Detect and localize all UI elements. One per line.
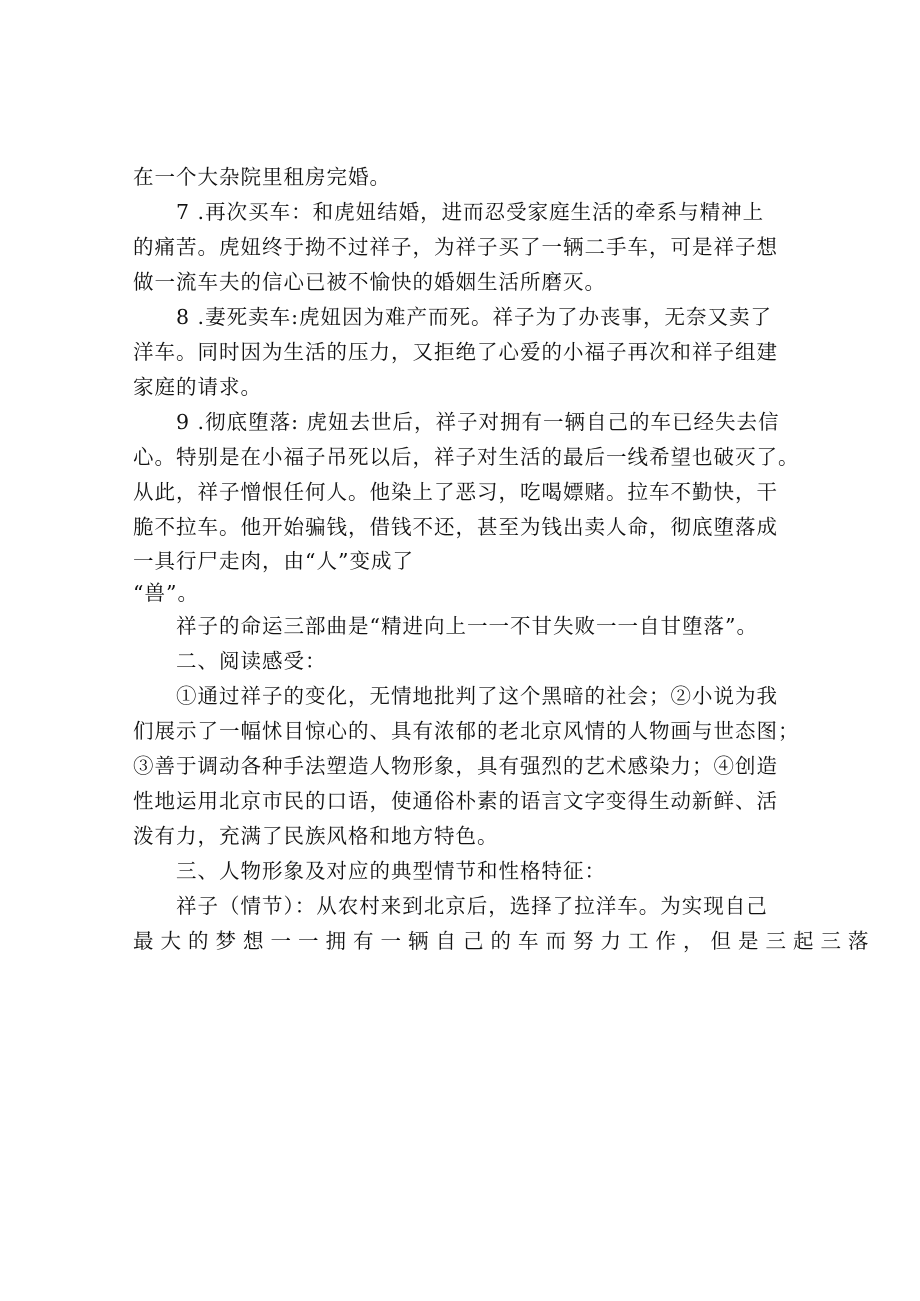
- text-line: “兽”。: [133, 581, 199, 605]
- text-line: 家庭的请求。: [133, 375, 262, 399]
- document-body: [133, 160, 876, 959]
- text-line: 的痛苦。虎妞终于拗不过祥子，为祥子买了一辆二手车，可是祥子想: [133, 235, 778, 259]
- text-line: 洋车。同时因为生活的压力，又拒绝了心爱的小福子再次和祥子组建: [133, 340, 778, 364]
- text-line: 泼有力，充满了民族风格和地方特色。: [133, 824, 499, 848]
- summary-line: 祥子的命运三部曲是“精进向上一一不甘失败一一自甘堕落”。: [176, 614, 758, 638]
- text-line: 心。特别是在小福子吊死以后，祥子对生活的最后一线希望也破灭了。: [133, 445, 800, 469]
- text-line: 性地运用北京市民的口语，使通俗朴素的语言文字变得生动新鲜、活: [133, 789, 778, 813]
- text-line: ①通过祥子的变化，无情地批判了这个黑暗的社会；②小说为我: [176, 684, 778, 708]
- text-line: 祥子（情节）：从农村来到北京后，选择了拉洋车。为实现自己: [176, 894, 768, 918]
- text-line: 做一流车夫的信心已被不愉快的婚姻生活所磨灭。: [133, 270, 606, 294]
- text-line: 最大的梦想一一拥有一辆自己的车而努力工作，但是三起三落: [133, 929, 876, 953]
- text-line: 脆不拉车。他开始骗钱，借钱不还，甚至为钱出卖人命，彻底堕落成: [133, 515, 778, 539]
- section-heading-reading: 二、阅读感受：: [176, 649, 327, 673]
- text-line: 在一个大杂院里租房完婚。: [133, 165, 391, 189]
- section-heading-characters: 三、人物形象及对应的典型情节和性格特征：: [176, 859, 606, 883]
- text-line: ③善于调动各种手法塑造人物形象，具有强烈的艺术感染力；④创造: [133, 754, 778, 778]
- item-9-heading: 9 .彻底堕落: 虎妞去世后，祥子对拥有一辆自己的车已经失去信: [176, 410, 780, 434]
- item-7-heading: 7 .再次买车：和虎妞结婚，进而忍受家庭生活的牵系与精神上: [176, 200, 765, 224]
- text-line: 一具行尸走肉，由“人”变成了: [133, 549, 414, 573]
- item-8-heading: 8 .妻死卖车:虎妞因为难产而死。祥子为了办丧事，无奈又卖了: [176, 305, 772, 329]
- text-line: 们展示了一幅怵目惊心的、具有浓郁的老北京风情的人物画与世态图；: [133, 719, 800, 743]
- text-line: 从此，祥子憎恨任何人。他染上了恶习，吃喝嫖赌。拉车不勤快，干: [133, 480, 778, 504]
